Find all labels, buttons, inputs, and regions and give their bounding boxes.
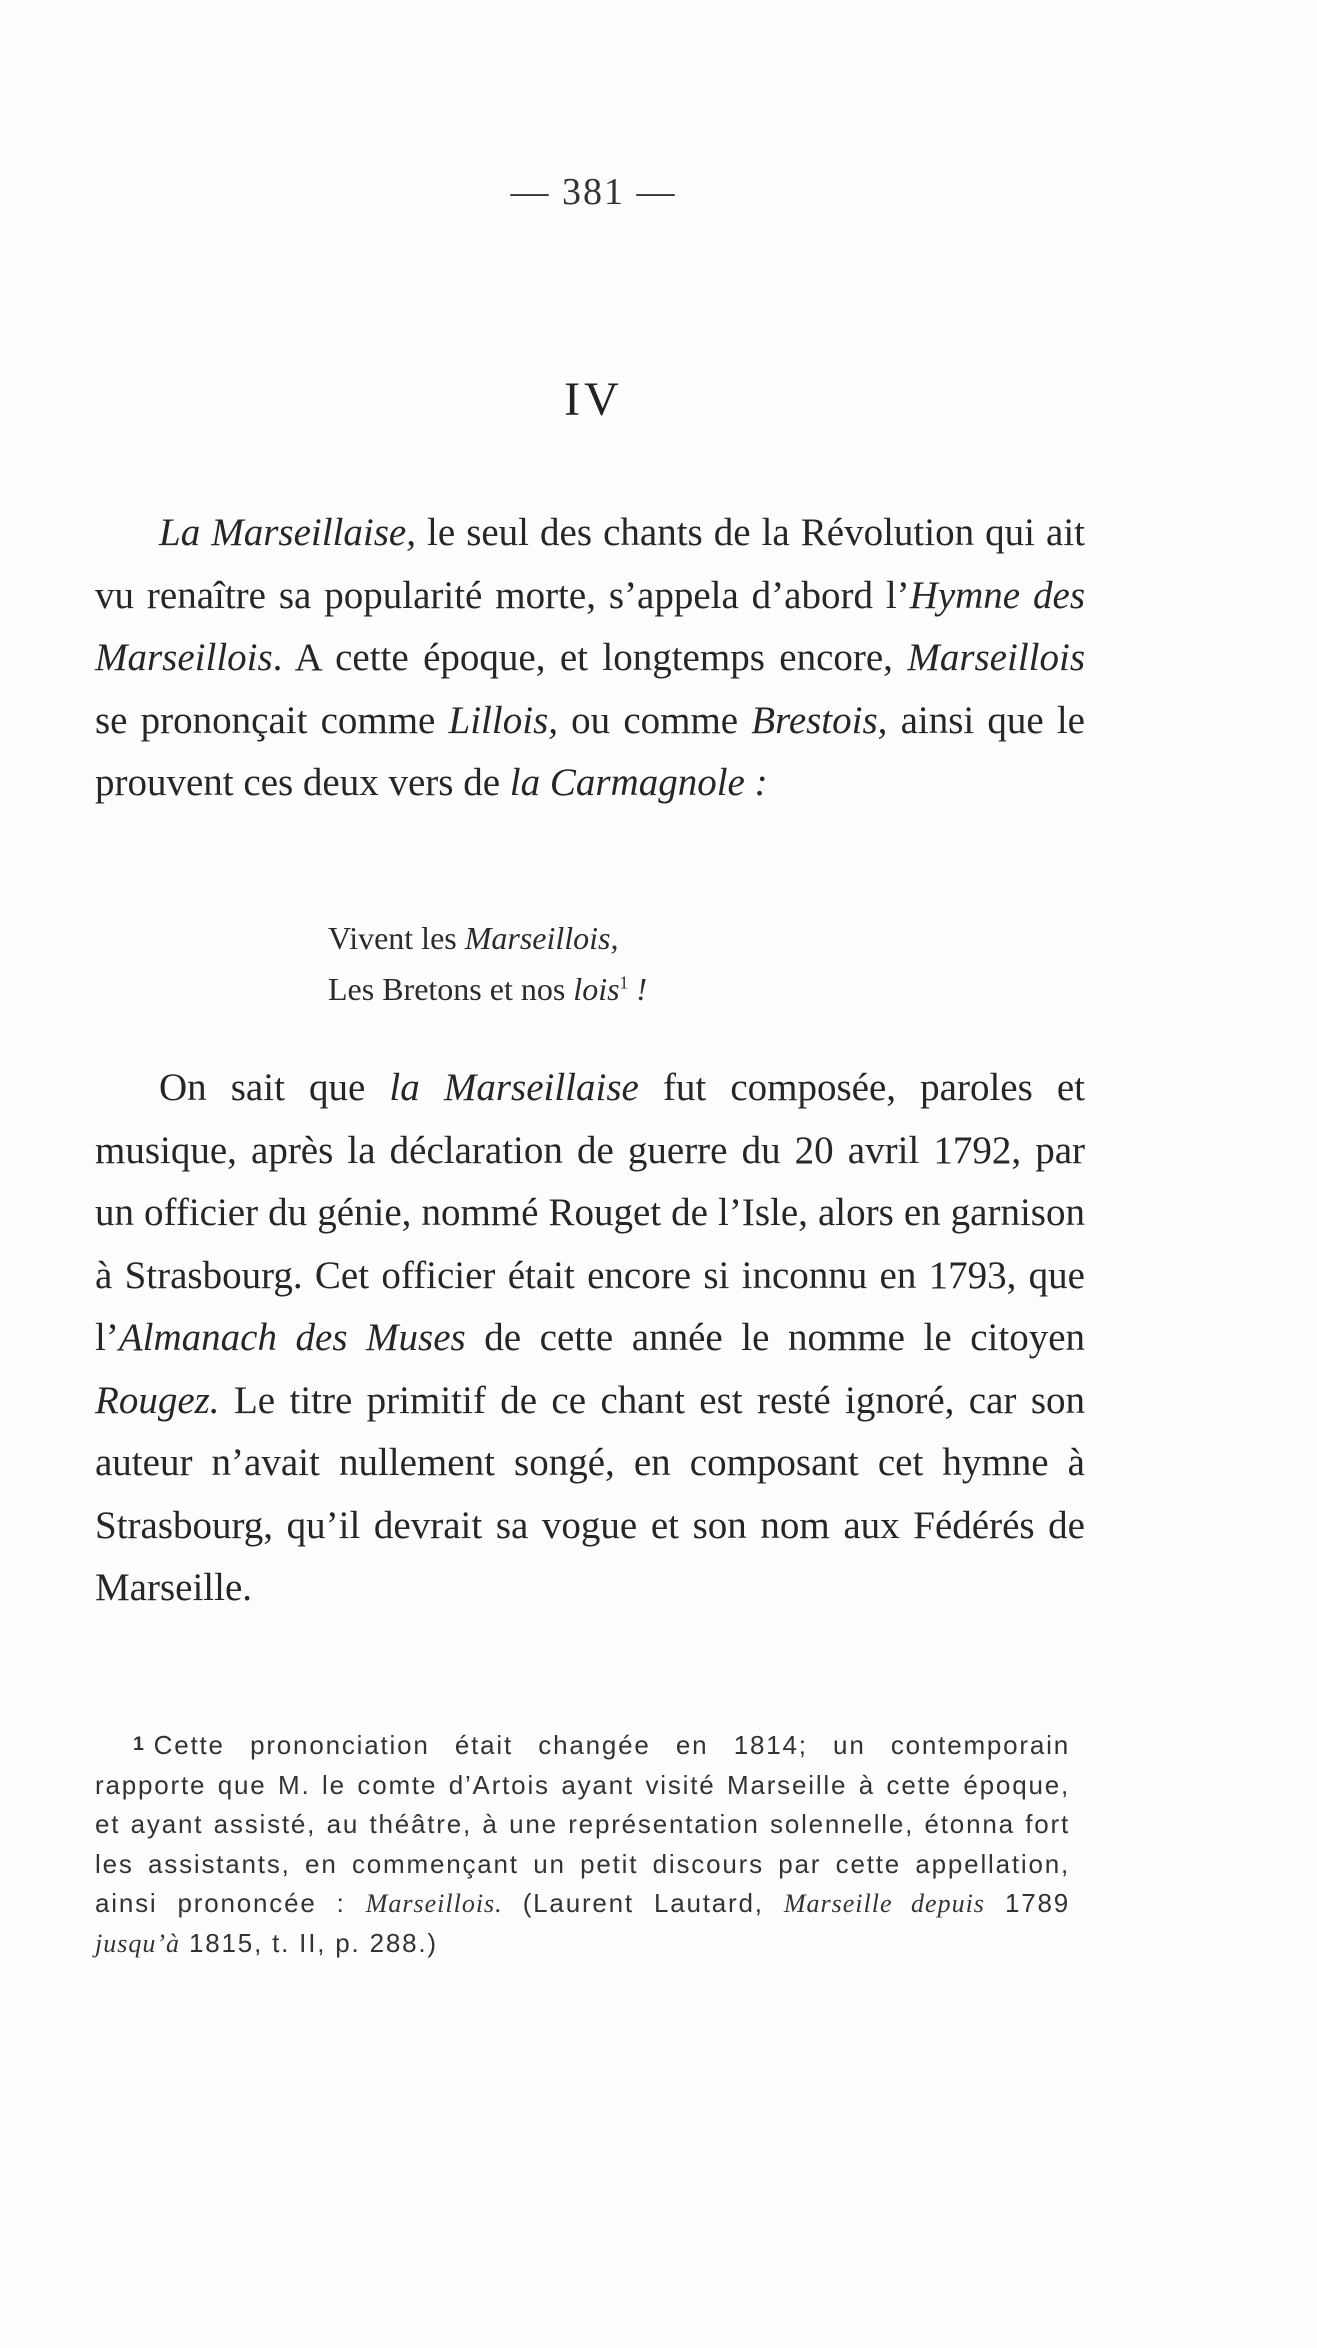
footnote-text: (Laurent Lautard, [502,1888,784,1918]
verse-italic: ! [628,971,647,1007]
verse-line-1 [328,913,647,964]
paragraph-text: fut composée, paroles et musique, après la déclaration de guerre du 20 avril 1792, par un officier du génie, nommé Rouget de l’Isle, alors en garnison à Strasbourg. Cet officier était encore si inconnu en 1793, que l’ [95,1066,1085,1359]
paragraph-text: . A cette époque, et longtemps encore, [272,636,908,679]
paragraph-text: le seul des chants de la Révolution qui ait vu renaître sa popularité morte, s’appela d’abord l’ [95,511,1085,617]
paragraph-text: se prononçait comme [95,698,449,742]
word-italic: Marseillois [907,636,1085,679]
page-number: — 381 — [510,171,677,213]
verse-line-2 [328,964,647,1015]
paragraph-text: ainsi que le prouvent ces deux vers de [95,698,1085,804]
verse-text: Les Bretons et nos [328,971,574,1007]
paragraph-text: On sait que [159,1066,390,1109]
paragraph-text: ou comme [558,698,752,742]
footnote-italic: Marseillois. [365,1889,503,1918]
footnote-reference[interactable]: 1 [619,972,629,993]
section-heading: IV [564,373,623,426]
title-italic: La Marseillaise, [159,511,416,554]
footnote [95,1725,1070,1963]
title-italic: la Marseillaise [389,1066,639,1109]
footnote-italic: jusqu’à [95,1928,180,1958]
verse-text: Vivent les [328,920,465,956]
paragraph-text: Le titre primitif de ce chant est resté ignoré, car son auteur n’avait nullement songé, en composant cet hymne à Strasbourg, qu’il devrait sa vogue et son nom aux Fédérés de Marseille. [95,1378,1085,1609]
footnote-marker: 1 [133,1733,146,1755]
footnote-text: Cette prononciation était changée en 1814; un contemporain rapporte que M. le comte d’Artois ayant visité Marseille à cette époque, et ayant assisté, au théâtre, à une représentation solennelle, étonna fort les assistants, en commençant un petit discours par cette appellation, ainsi prononcée : [95,1730,1070,1918]
title-italic: la Carmagnole : [509,761,768,804]
word-italic: Lillois, [448,698,558,742]
word-italic: Rougez. [95,1378,220,1422]
verse-italic: Marseillois, [464,920,619,956]
word-italic: Brestois, [751,698,888,742]
paragraph-1 [95,502,1085,815]
verse-italic: lois [573,971,620,1007]
title-italic: Hymne des Marseillois [95,573,1085,679]
footnote-text: 1789 [984,1888,1070,1918]
footnote-italic: Marseille depuis [783,1889,985,1918]
title-italic: Almanach des Muses [118,1316,466,1359]
paragraph-text: de cette année le nomme le citoyen [465,1316,1085,1359]
verse-quote [328,913,647,1015]
footnote-text: 1815, t. II, p. 288.) [180,1927,438,1958]
paragraph-2 [95,1057,1085,1620]
